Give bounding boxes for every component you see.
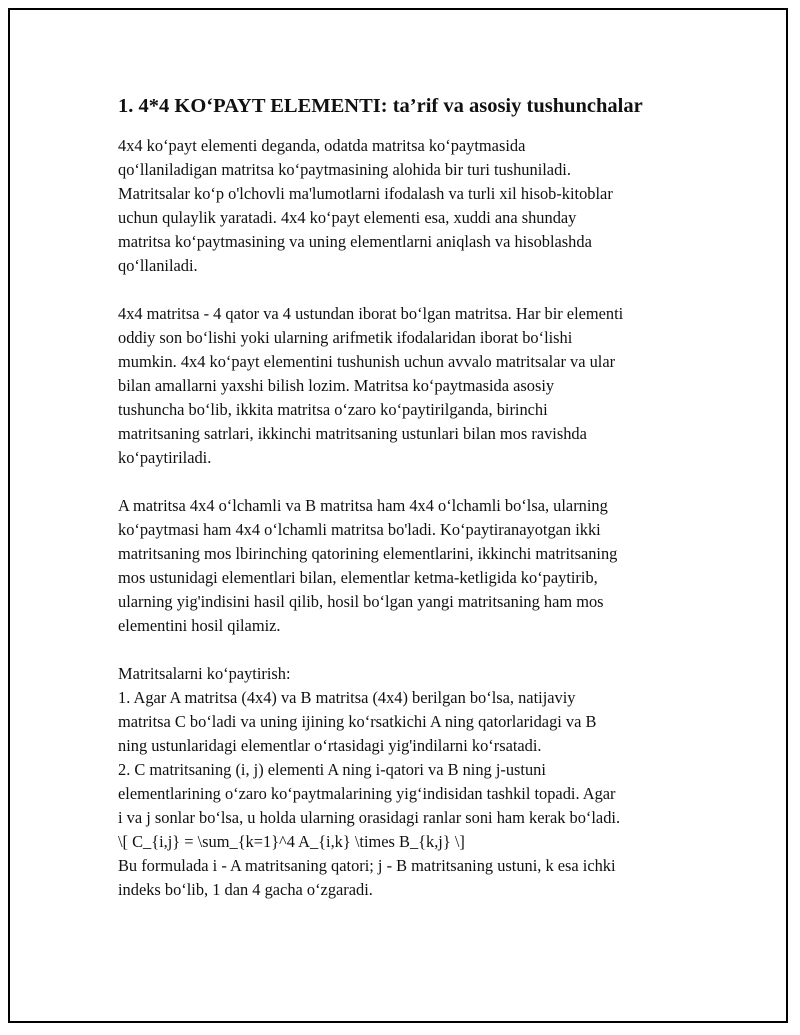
text-line: matritsa ko‘paytmasining va uning elementlarni aniqlash va hisoblashda	[118, 232, 592, 251]
text-line: Matritsalarni ko‘paytirish:	[118, 664, 291, 683]
paragraph-matrix-4x4	[118, 302, 693, 470]
text-line: ko‘paytmasi ham 4x4 o‘lchamli matritsa bo'ladi. Ko‘paytiranayotgan ikki	[118, 520, 601, 539]
paragraph-definition	[118, 134, 693, 278]
text-line: 2. C matritsaning (i, j) elementi A ning i-qatori va B ning j-ustuni	[118, 760, 546, 779]
paragraph-product	[118, 494, 693, 638]
text-line: ning ustunlaridagi elementlar o‘rtasidagi yig'indilarni ko‘rsatadi.	[118, 736, 542, 755]
text-line: A matritsa 4x4 o‘lchamli va B matritsa ham 4x4 o‘lchamli bo‘lsa, ularning	[118, 496, 608, 515]
text-line: tushuncha bo‘lib, ikkita matritsa o‘zaro ko‘paytirilganda, birinchi	[118, 400, 548, 419]
text-line: 4x4 ko‘payt elementi deganda, odatda matritsa ko‘paytmasida	[118, 136, 526, 155]
formula-line: \[ C_{i,j} = \sum_{k=1}^4 A_{i,k} \times B_{k,j} \]	[118, 832, 465, 851]
text-line: uchun qulaylik yaratadi. 4x4 ko‘payt elementi esa, xuddi ana shunday	[118, 208, 577, 227]
text-line: elementlarining o‘zaro ko‘paytmalarining yig‘indisidan tashkil topadi. Agar	[118, 784, 616, 803]
text-line: oddiy son bo‘lishi yoki ularning arifmetik ifodalaridan iborat bo‘lishi	[118, 328, 573, 347]
text-line: ularning yig'indisini hasil qilib, hosil bo‘lgan yangi matritsaning ham mos	[118, 592, 604, 611]
text-line: indeks bo‘lib, 1 dan 4 gacha o‘zgaradi.	[118, 880, 373, 899]
text-line: qo‘llaniladigan matritsa ko‘paytmasining alohida bir turi tushuniladi.	[118, 160, 571, 179]
text-line: ko‘paytiriladi.	[118, 448, 212, 467]
text-line: 1. Agar A matritsa (4x4) va B matritsa (4x4) berilgan bo‘lsa, natijaviy	[118, 688, 576, 707]
text-line: Bu formulada i - A matritsaning qatori; j - B matritsaning ustuni, k esa ichki	[118, 856, 616, 875]
document-title: 1. 4*4 KO‘PAYT ELEMENTI: ta’rif va asosiy tushunchalar	[118, 95, 643, 117]
paragraph-multiplication-rules	[118, 662, 693, 902]
text-line: matritsaning mos lbirinching qatorining elementlarini, ikkinchi matritsaning	[118, 544, 618, 563]
text-line: mumkin. 4x4 ko‘payt elementini tushunish uchun avvalo matritsalar va ular	[118, 352, 616, 371]
text-line: matritsa C bo‘ladi va uning ijining ko‘rsatkichi A ning qatorlaridagi va B	[118, 712, 597, 731]
text-line: bilan amallarni yaxshi bilish lozim. Matritsa ko‘paytmasida asosiy	[118, 376, 555, 395]
text-line: mos ustunidagi elementlari bilan, elementlar ketma-ketligida ko‘paytirib,	[118, 568, 598, 587]
text-line: matritsaning satrlari, ikkinchi matritsaning ustunlari bilan mos ravishda	[118, 424, 587, 443]
text-line: Matritsalar ko‘p o'lchovli ma'lumotlarni ifodalash va turli xil hisob-kitoblar	[118, 184, 613, 203]
text-line: i va j sonlar bo‘lsa, u holda ularning orasidagi ranlar soni ham kerak bo‘ladi.	[118, 808, 621, 827]
text-line: elementini hosil qilamiz.	[118, 616, 281, 635]
text-line: qo‘llaniladi.	[118, 256, 198, 275]
document-body	[118, 92, 693, 902]
text-line: 4x4 matritsa - 4 qator va 4 ustundan iborat bo‘lgan matritsa. Har bir elementi	[118, 304, 624, 323]
